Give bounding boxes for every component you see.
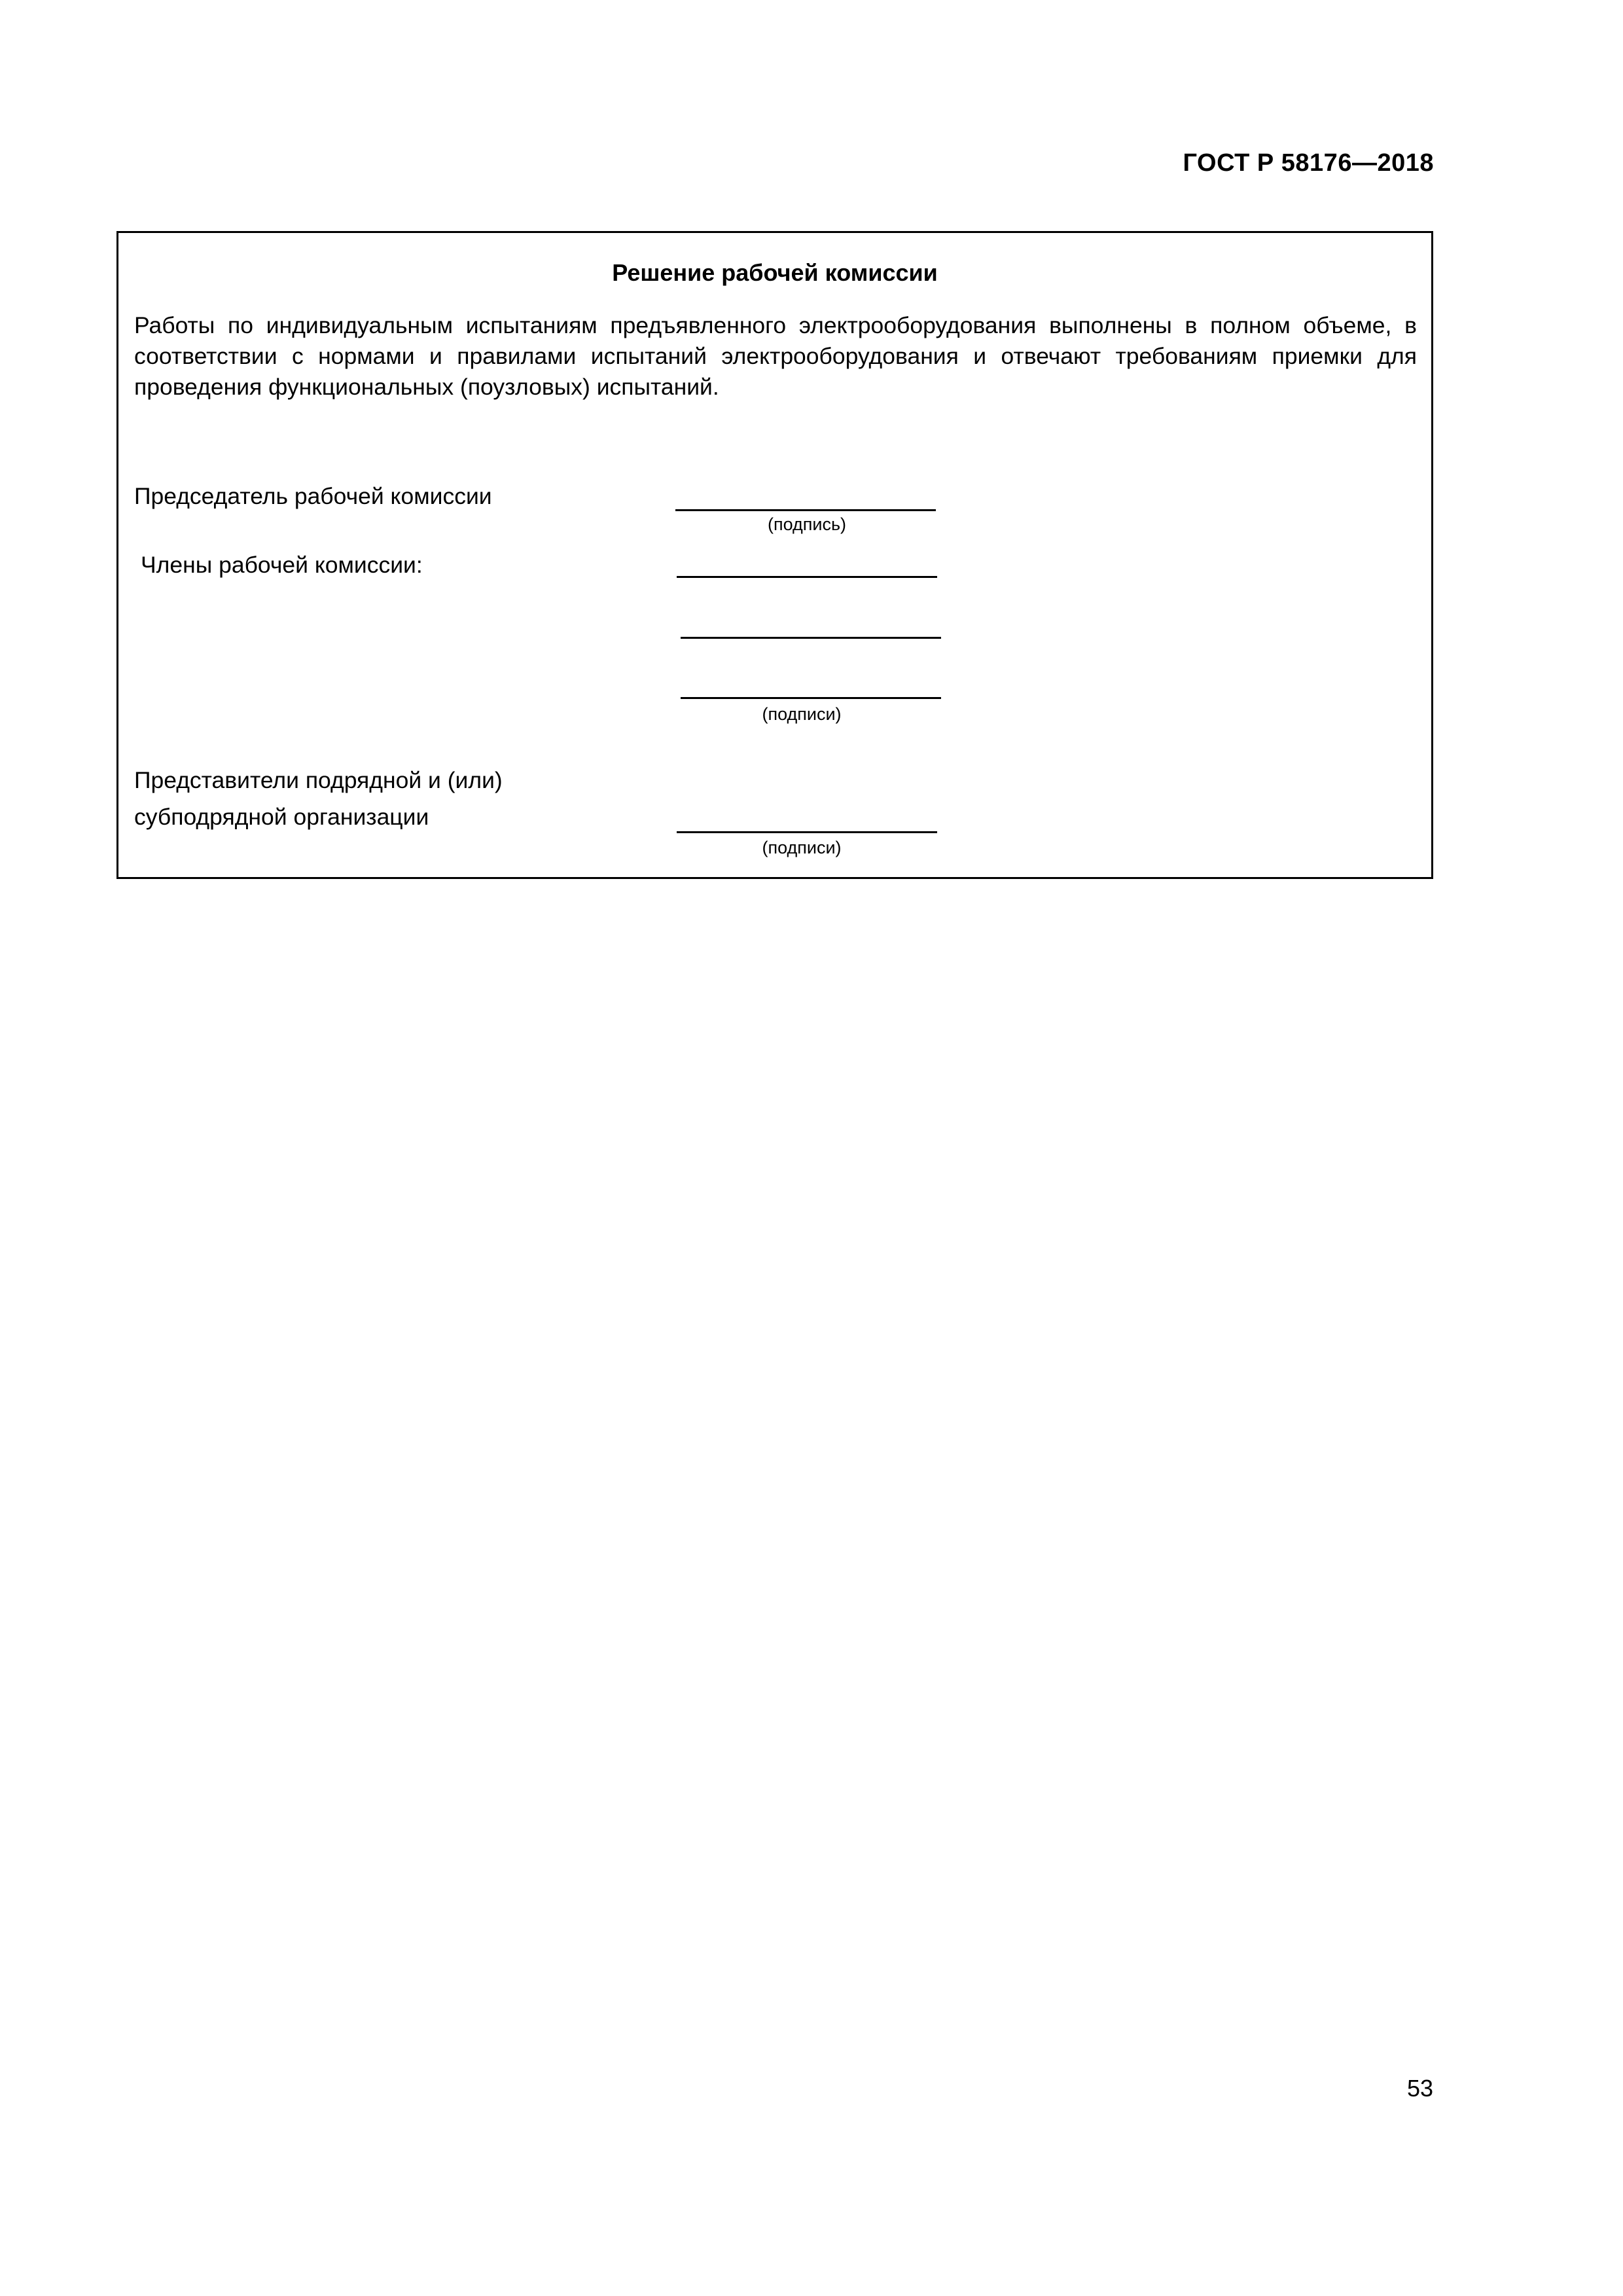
member-signature-line-3[interactable] (681, 697, 941, 699)
chairman-signature-line[interactable] (675, 509, 936, 511)
representatives-label-line2: субподрядной организации (134, 804, 429, 830)
representatives-label-line1: Представители подрядной и (или) (134, 767, 503, 793)
form-title: Решение рабочей комиссии (612, 259, 938, 286)
representatives-signature-caption: (подписи) (762, 838, 842, 857)
members-label: Члены рабочей комиссии: (141, 552, 423, 578)
chairman-label: Председатель рабочей комиссии (134, 483, 492, 509)
member-signature-line-2[interactable] (681, 637, 941, 639)
member-signature-line-1[interactable] (677, 576, 937, 578)
representatives-signature-line[interactable] (677, 831, 937, 833)
chairman-signature-caption: (подпись) (767, 514, 847, 534)
standard-code: ГОСТ Р 58176—2018 (1183, 149, 1434, 177)
form-body-text: Работы по индивидуальным испытаниям предъявленного электрооборудования выполнены в полном объеме, в соответствии с нормами и правилами испытаний электрооборудования и отвечают требованиям приемки для проведения функциональных (поузловых) испытаний. (134, 312, 1417, 400)
commission-decision-form (116, 231, 1433, 879)
members-signature-caption: (подписи) (762, 704, 842, 724)
page-number: 53 (1406, 2075, 1433, 2102)
